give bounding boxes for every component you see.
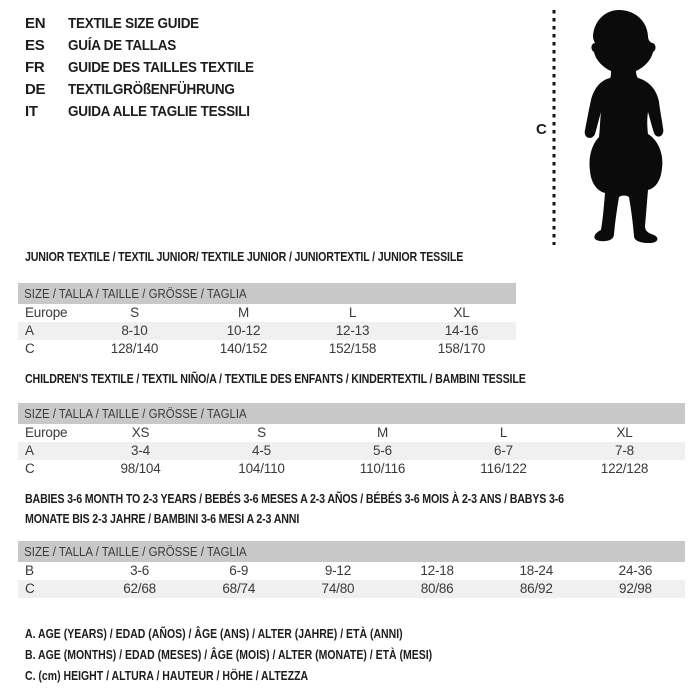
size-header-text: SIZE / TALLA / TAILLE / GRÖSSE / TAGLIA — [24, 406, 247, 421]
language-code: ES — [25, 37, 45, 54]
size-header-text: SIZE / TALLA / TAILLE / GRÖSSE / TAGLIA — [24, 286, 247, 301]
table-header-row — [18, 304, 516, 322]
language-code: EN — [25, 15, 46, 32]
col-header: Europe — [25, 305, 68, 320]
size-cell: 140/152 — [219, 341, 268, 356]
size-header-text: SIZE / TALLA / TAILLE / GRÖSSE / TAGLIA — [24, 544, 247, 559]
table-row-age — [18, 322, 516, 340]
guide-title-en: TEXTILE SIZE GUIDE — [68, 15, 199, 32]
language-code: DE — [25, 81, 46, 98]
size-cell: 6-9 — [229, 563, 249, 578]
language-row-en — [25, 13, 274, 35]
size-cell: 8-10 — [121, 323, 148, 338]
table-row-height — [18, 460, 685, 478]
col-header: XL — [453, 305, 470, 320]
language-row-fr — [25, 57, 274, 79]
size-cell: 10-12 — [226, 323, 261, 338]
row-label: A — [25, 443, 34, 458]
row-label: A — [25, 323, 34, 338]
col-header: M — [237, 305, 250, 320]
row-label: B — [25, 563, 34, 578]
size-cell: 86/92 — [519, 581, 553, 596]
table-header-row — [18, 424, 685, 442]
col-header: S — [130, 305, 139, 320]
size-cell: 14-16 — [444, 323, 479, 338]
size-cell: 4-5 — [252, 443, 271, 458]
row-label: C — [25, 341, 35, 356]
size-cell: 110/116 — [359, 461, 406, 476]
size-cell: 158/170 — [437, 341, 486, 356]
size-header-bar — [18, 283, 516, 304]
table-row-age-months — [18, 562, 685, 580]
children-size-table — [18, 403, 685, 478]
size-cell: 104/110 — [238, 461, 285, 476]
footnote-height-cm: C. (cm) HEIGHT / ALTURA / HAUTEUR / HÖHE / ALTEZZA — [25, 669, 309, 683]
row-label: C — [25, 581, 35, 596]
babies-size-table — [18, 541, 685, 598]
col-header: L — [348, 305, 357, 320]
size-cell: 92/98 — [619, 581, 652, 596]
footnote-age-months: B. AGE (MONTHS) / EDAD (MESES) / ÂGE (MOIS) / ALTER (MONATE) / ETÀ (MESI) — [25, 648, 433, 662]
size-cell: 12-18 — [420, 563, 454, 578]
size-cell: 12-13 — [335, 323, 370, 338]
col-header: XL — [616, 425, 633, 440]
language-row-de — [25, 79, 274, 101]
language-code: IT — [25, 103, 38, 120]
size-cell: 122/128 — [600, 461, 649, 476]
language-row-it — [25, 101, 274, 123]
size-cell: 74/80 — [321, 581, 355, 596]
size-cell: 62/68 — [123, 581, 156, 596]
size-header-bar — [18, 541, 685, 562]
guide-title-fr: GUIDE DES TAILLES TEXTILE — [68, 59, 254, 76]
footnote-age-years: A. AGE (YEARS) / EDAD (AÑOS) / ÂGE (ANS) / ALTER (JAHRE) / ETÀ (ANNI) — [25, 627, 403, 641]
row-label: C — [25, 461, 35, 476]
size-cell: 3-6 — [130, 563, 150, 578]
junior-size-table — [18, 283, 516, 358]
col-header: M — [376, 425, 389, 440]
size-cell: 7-8 — [615, 443, 634, 458]
size-cell: 18-24 — [519, 563, 554, 578]
table-row-height — [18, 340, 516, 358]
col-header: XS — [131, 425, 150, 440]
table-row-age — [18, 442, 685, 460]
col-header: Europe — [25, 425, 68, 440]
col-header: L — [499, 425, 508, 440]
children-table-title: CHILDREN'S TEXTILE / TEXTIL NIÑO/A / TEXTILE DES ENFANTS / KINDERTEXTIL / BAMBINI TESSILE — [25, 371, 526, 386]
size-cell: 9-12 — [324, 563, 352, 578]
col-header: S — [257, 425, 266, 440]
size-cell: 98/104 — [120, 461, 161, 476]
size-cell: 6-7 — [494, 443, 513, 458]
table-row-height — [18, 580, 685, 598]
height-measure-label: C — [536, 121, 547, 138]
size-cell: 116/122 — [480, 461, 527, 476]
language-code: FR — [25, 59, 45, 76]
size-cell: 24-36 — [618, 563, 653, 578]
size-cell: 80/86 — [420, 581, 454, 596]
toddler-silhouette — [585, 10, 664, 243]
size-cell: 3-4 — [131, 443, 150, 458]
size-header-bar — [18, 403, 685, 424]
guide-title-de: TEXTILGRÖßENFÜHRUNG — [68, 81, 235, 98]
language-row-es — [25, 35, 274, 57]
size-cell: 152/158 — [328, 341, 377, 356]
language-title-list — [25, 13, 274, 123]
guide-title-it: GUIDA ALLE TAGLIE TESSILI — [68, 103, 250, 120]
footnote-legend — [25, 624, 510, 687]
guide-title-es: GUÍA DE TALLAS — [68, 37, 176, 54]
size-cell: 68/74 — [222, 581, 256, 596]
size-cell: 128/140 — [110, 341, 159, 356]
babies-table-title: BABIES 3-6 MONTH TO 2-3 YEARS / BEBÉS 3-6 MESES A 2-3 AÑOS / BÉBÉS 3-6 MOIS À 2-3 ANS / BABYS 3-6 MONATE BIS 2-3 JAHRE / BAMBINI 3-6 MESI A 2-3 ANNI — [25, 491, 564, 526]
junior-table-title: JUNIOR TEXTILE / TEXTIL JUNIOR/ TEXTILE JUNIOR / JUNIORTEXTIL / JUNIOR TESSILE — [25, 249, 464, 264]
size-cell: 5-6 — [373, 443, 392, 458]
